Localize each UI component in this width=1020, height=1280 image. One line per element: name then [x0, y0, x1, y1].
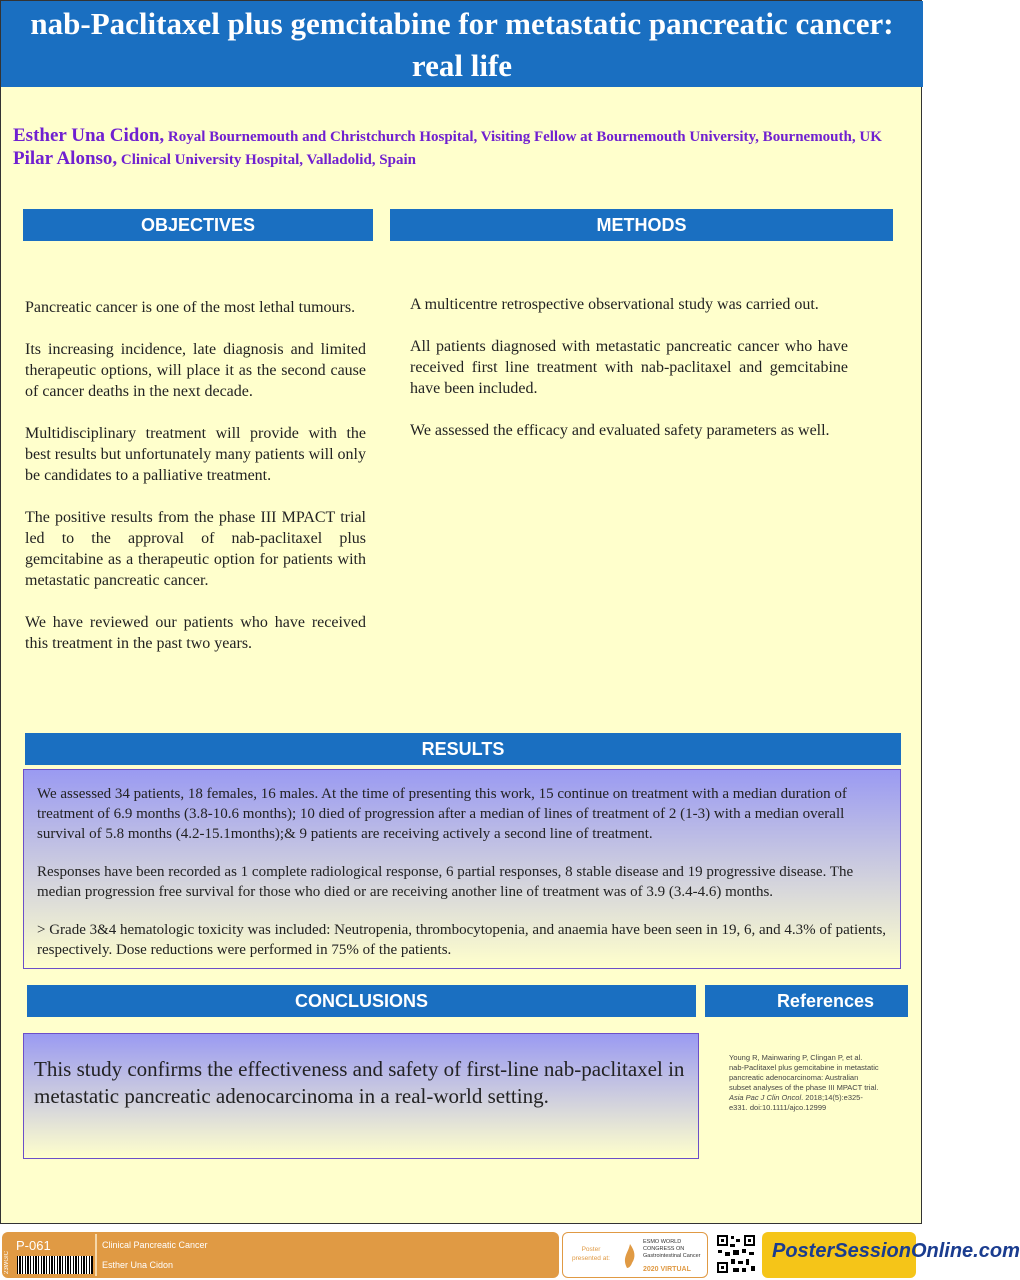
postersessiononline-logo[interactable]: [762, 1232, 1020, 1278]
poster-author: Esther Una Cidon: [102, 1260, 174, 1270]
methods-text: [410, 294, 848, 462]
objectives-paragraph: Multidisciplinary treatment will provide with the best results but unfortunately many patients will only be candidates to a palliative treatment.: [25, 425, 366, 484]
conclusions-text: This study confirms the effectiveness and safety of first-line nab-paclitaxel in metastatic pancreatic adenocarcinoma in a real-world setting.: [34, 1057, 685, 1108]
reference-entry: [729, 1053, 879, 1113]
poster-info-panel[interactable]: [2, 1232, 559, 1278]
methods-heading: METHODS: [390, 209, 893, 241]
objectives-paragraph: Pancreatic cancer is one of the most lethal tumours.: [25, 299, 356, 316]
footer-bar: [0, 1232, 1020, 1280]
congress-name: ESMO WORLD CONGRESS ON Gastrointestinal Cancer: [643, 1239, 701, 1259]
objectives-paragraph: Its increasing incidence, late diagnosis and limited therapeutic options, will place it as the second cause of cancer deaths in the next decade.: [25, 341, 366, 400]
brand-text: PosterSessionOnline.com: [772, 1240, 1020, 1262]
references-heading: References: [705, 985, 908, 1017]
author-affiliation: Clinical University Hospital, Valladolid, Spain: [120, 152, 416, 168]
results-paragraph: > Grade 3&4 hematologic toxicity was included: Neutropenia, thrombocytopenia, and anaemia have been seen in 19, 6, and 4.3% of patients, respectively. Dose reductions were performed in 75% of the patients.: [37, 922, 887, 958]
methods-paragraph: We assessed the efficacy and evaluated safety parameters as well.: [410, 422, 830, 439]
conclusions-heading: CONCLUSIONS: [27, 985, 696, 1017]
results-paragraph: Responses have been recorded as 1 complete radiological response, 6 partial responses, 8 stable disease and 19 progressive disease. The median progression free survival for those who died or are receiving another line of treatment was of 3.9 (3.4-4.6) months.: [37, 864, 854, 900]
congress-logo[interactable]: [562, 1232, 708, 1278]
poster-title: nab-Paclitaxel plus gemcitabine for metastatic pancreatic cancer: real life: [1, 1, 923, 87]
conclusions-box: [23, 1033, 699, 1159]
author-2: [13, 148, 913, 171]
presented-label: Poster presented at:: [572, 1246, 610, 1262]
poster-code: P-061: [16, 1238, 51, 1253]
poster-category: Clinical Pancreatic Cancer: [102, 1240, 208, 1250]
author-1: [13, 125, 913, 148]
reference-text: Young R, Mainwaring P, Clingan P, et al. nab-Paclitaxel plus gemcitabine in metastatic pancreatic adenocarcinoma: Australian subset analyses of the phase III MPACT trial.: [729, 1053, 879, 1092]
methods-paragraph: All patients diagnosed with metastatic pancreatic cancer who have received first line treatment with nab-paclitaxel and gemcitabine have been included.: [410, 338, 848, 397]
author-name: Pilar Alonso,: [13, 148, 118, 169]
reference-citation: . 2018;14(5):e325-e331. doi:10.1111/ajco.12999: [729, 1093, 863, 1112]
congress-year: 2020 VIRTUAL: [643, 1266, 691, 1273]
author-list: [13, 125, 913, 171]
objectives-paragraph: The positive results from the phase III MPACT trial led to the approval of nab-paclitaxel plus gemcitabine as a therapeutic option for patients with metastatic pancreatic cancer.: [25, 509, 366, 589]
reference-journal: Asia Pac J Clin Oncol: [729, 1093, 802, 1102]
divider: [95, 1234, 97, 1276]
flame-icon: [623, 1243, 637, 1269]
results-heading: RESULTS: [25, 733, 901, 765]
objectives-heading: OBJECTIVES: [23, 209, 373, 241]
qr-code-icon[interactable]: [716, 1234, 756, 1274]
results-box: [23, 769, 901, 969]
results-paragraph: We assessed 34 patients, 18 females, 16 males. At the time of presenting this work, 15 continue on treatment with a median duration of treatment of 6.9 months (3.8-10.6 months); 10 died of progression after a median of lines of treatment of 2 (1-3) with a median overall survival of 5.8 months (4.2-15.1months);& 9 patients are receiving actively a second line of treatment.: [37, 786, 847, 842]
author-name: Esther Una Cidon,: [13, 125, 165, 146]
objectives-paragraph: We have reviewed our patients who have received this treatment in the past two years.: [25, 614, 366, 652]
author-affiliation: Royal Bournemouth and Christchurch Hospital, Visiting Fellow at Bournemouth University, Bournemouth, UK: [167, 129, 882, 145]
barcode-icon: [17, 1256, 93, 1274]
side-code: 23WGIC: [4, 1250, 10, 1274]
objectives-text: [25, 297, 366, 675]
methods-paragraph: A multicentre retrospective observational study was carried out.: [410, 296, 819, 313]
